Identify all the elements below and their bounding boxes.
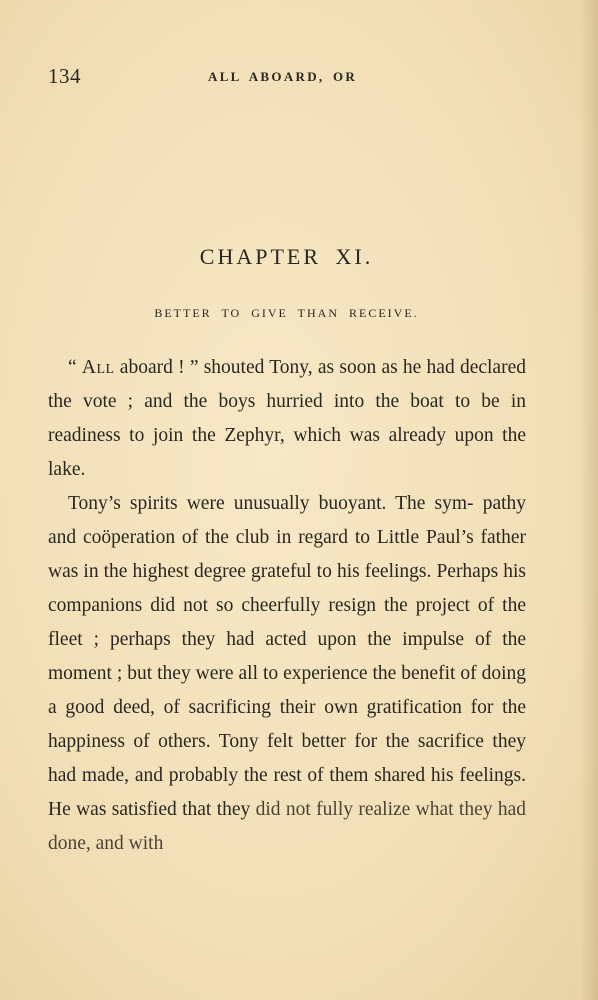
paragraph-2	[48, 487, 526, 861]
text-line: they had acted upon the impulse of the moment ;	[48, 629, 527, 684]
chapter-title: CHAPTER XI.	[199, 244, 374, 269]
text-line: declared the vote ; and the boys hurried into the boat	[48, 357, 526, 412]
text-line: Paul’s father was in the highest degree grateful to	[48, 527, 527, 582]
text-line: them shared his feelings. He was satisfied that they	[48, 765, 527, 820]
text-line: pathy and coöperation of the club in regard to Little	[48, 493, 527, 548]
text-line: Tony’s spirits were unusually buoyant. The sym-	[68, 493, 474, 514]
text-line: cheerfully resign the project of the fleet ; perhaps	[48, 595, 526, 650]
body-text	[48, 351, 526, 861]
text-line: the happiness of others. Tony felt better for the	[48, 697, 526, 752]
opening-quote: “	[68, 357, 82, 378]
text-line: already upon the lake.	[48, 425, 527, 480]
text-line: aboard ! ” shouted Tony, as soon as he had	[114, 357, 455, 378]
text-line: to be in readiness to join the Zephyr, which was	[48, 391, 527, 446]
text-line: sacrifice they had made, and probably the rest of	[48, 731, 527, 786]
text-line: a good deed, of sacrificing their own gratification for	[48, 697, 494, 718]
text-line: did not fully realize what they had done, and with	[48, 799, 527, 854]
text-line: but they were all to experience the benefit of doing	[127, 663, 527, 684]
running-header	[48, 64, 525, 92]
paragraph-1	[48, 351, 526, 487]
page-number: 134	[48, 64, 81, 88]
chapter-subtitle: BETTER TO GIVE THAN RECEIVE.	[154, 306, 419, 320]
running-title: ALL ABOARD, OR	[208, 69, 358, 84]
lead-small-caps: All	[81, 357, 115, 378]
text-line: his feelings. Perhaps his companions did not so	[48, 561, 527, 616]
page-edge-shadow	[580, 0, 598, 1000]
